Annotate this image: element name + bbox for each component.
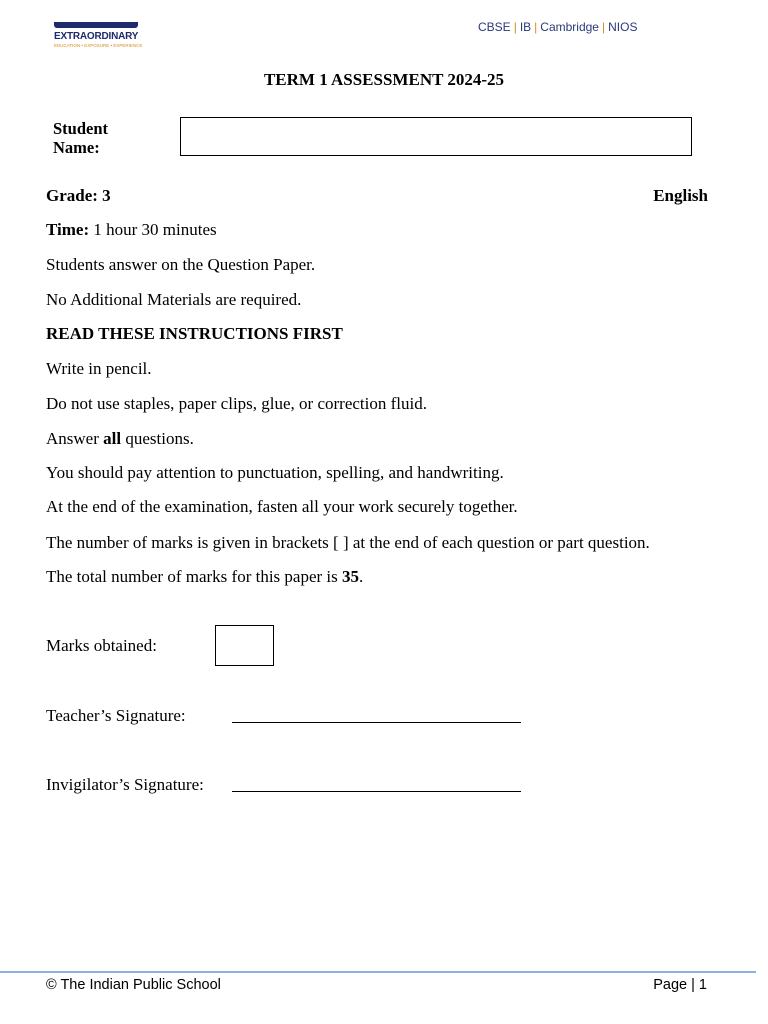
instruction-no-staples: Do not use staples, paper clips, glue, or correction fluid. (46, 394, 427, 413)
footer-divider (0, 971, 756, 973)
teacher-signature-label: Teacher’s Signature: (46, 706, 186, 725)
teacher-signature-line[interactable] (232, 705, 521, 723)
footer-copyright: © The Indian Public School (46, 977, 221, 993)
instruction-answer-all (46, 429, 194, 449)
instruction-marks-brackets: The number of marks is given in brackets [ ] at the end of each question or part question. (46, 533, 650, 552)
instruction-punctuation: You should pay attention to punctuation, spelling, and handwriting. (46, 463, 504, 482)
footer-page-number: Page | 1 (653, 977, 707, 993)
total-suffix: . (359, 567, 364, 586)
total-prefix: The total number of marks for this paper is (46, 567, 343, 586)
logo-brand-text: EXTRAORDINARY (54, 31, 139, 42)
time-label: Time: (46, 220, 90, 239)
board-separator: | (513, 20, 517, 34)
invigilator-signature-line[interactable] (232, 774, 521, 792)
logo-tagline: EDUCATION • EXPOSURE • EXPERIENCE (54, 43, 143, 48)
grade-label: Grade: 3 (46, 186, 111, 205)
school-logo (54, 22, 144, 50)
board-separator: | (601, 20, 606, 34)
time-line (46, 220, 217, 240)
instructions-heading: READ THESE INSTRUCTIONS FIRST (46, 324, 343, 343)
board-ib: IB (519, 20, 532, 34)
board-cbse: CBSE (478, 20, 511, 34)
instruction-fasten: At the end of the examination, fasten all your work securely together. (46, 497, 518, 516)
intro-line-materials: No Additional Materials are required. (46, 290, 302, 309)
board-nios: NIOS (608, 20, 638, 34)
intro-line-answer-on-paper: Students answer on the Question Paper. (46, 255, 316, 274)
board-cambridge: Cambridge (540, 20, 599, 34)
page-title: TERM 1 ASSESSMENT 2024-25 (263, 70, 505, 89)
instruction-total-marks (46, 567, 363, 587)
answer-bold: all (103, 429, 122, 448)
boards-header (478, 19, 637, 35)
answer-prefix: Answer (46, 429, 104, 448)
marks-obtained-label: Marks obtained: (46, 636, 157, 655)
answer-suffix: questions. (121, 429, 194, 448)
student-name-field[interactable] (180, 117, 692, 156)
invigilator-signature-label: Invigilator’s Signature: (46, 775, 204, 794)
total-value: 35 (342, 567, 360, 586)
instruction-write-pencil: Write in pencil. (46, 359, 152, 378)
time-value: 1 hour 30 minutes (89, 220, 217, 239)
student-name-label: Student Name: (53, 119, 109, 157)
logo-bar (54, 22, 138, 28)
board-separator: | (534, 20, 538, 34)
subject-label: English (653, 186, 708, 205)
marks-obtained-box[interactable] (215, 625, 274, 666)
